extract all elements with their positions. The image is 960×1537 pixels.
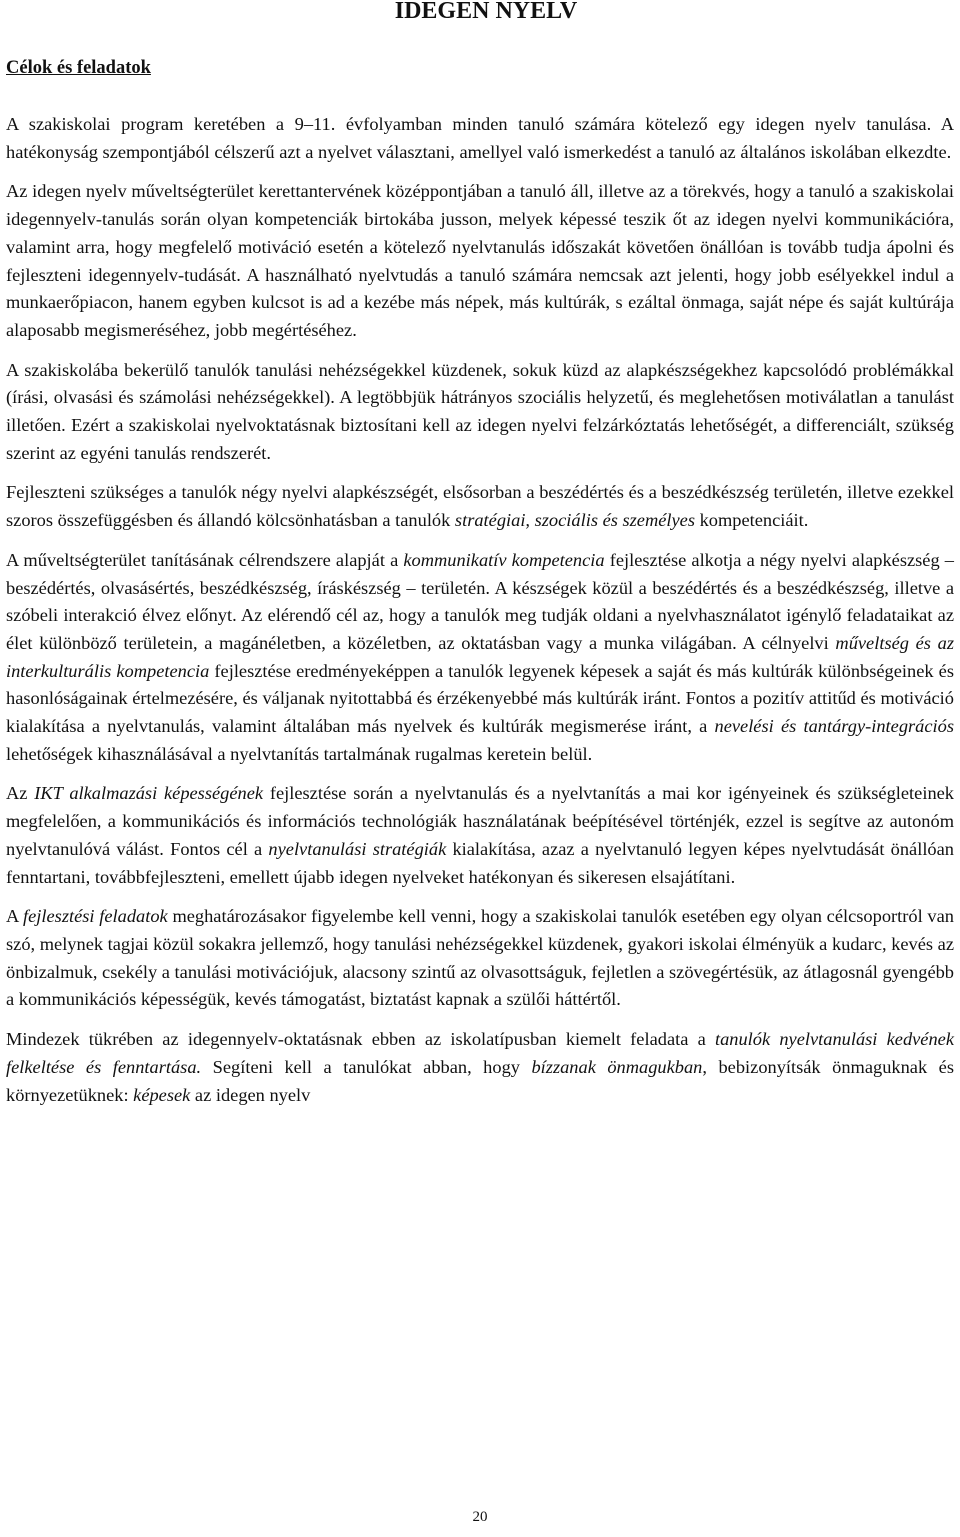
italic-text-run: fejlesztési feladatok — [23, 906, 168, 927]
italic-text-run: stratégiai, szociális és személyes — [454, 510, 695, 531]
body-paragraph — [6, 357, 954, 468]
body-paragraph — [6, 111, 954, 166]
section-heading: Célok és feladatok — [6, 58, 151, 78]
text-run: fejlesztése során a nyelvtanulás és a nyelvtanítás a mai kor igényeinek és szükségleteinek megfelelően, a kommunikációs és információs technológiák használatának beépítésével történjék, ezzel is segítve az autonóm nyelvtanulóvá válást. Fontos cél a — [6, 783, 954, 859]
text-run: A szakiskolai program keretében a 9–11. évfolyamban minden tanuló számára kötelező egy idegen nyelv tanulása. A hatékonyság szempontjából célszerű azt a nyelvet választani, amellyel való ismerkedést a tanuló az általános iskolában elkezdte. — [6, 114, 954, 162]
italic-text-run: nevelési és tantárgy-integrációs — [714, 716, 954, 737]
text-run: Az idegen nyelv műveltségterület kerettantervének középpontjában a tanuló áll, illetve az a törekvés, hogy a tanuló a szakiskolai idegennyelv-tanulás során olyan kompetenciák birtokába jusson, melyek képessé teszik őt az idegen nyelvi kommunikációra, valamint arra, hogy megfelelő motiváció esetén a kötelező nyelvtanulás időszakát követően önállóan is tovább tudja ápolni és fejleszteni idegennyelv-tudását. A használható nyelvtudás a tanuló számára nemcsak azt jelenti, hogy jobb esélyekkel indul a munkaerőpiacon, hanem egyben kulcsot is ad a kezébe más népek, más kultúrák, s ezáltal önmaga, saját népe és saját kultúrája alaposabb megismeréséhez, jobb megértéséhez. — [6, 181, 954, 340]
document-title: IDEGEN NYELV — [394, 0, 578, 24]
text-run: az idegen nyelv — [190, 1084, 311, 1105]
body-paragraph — [6, 903, 954, 1014]
text-run: fejlesztése eredményeképpen a tanulók legyenek képesek a saját és más kultúrák különbségeinek és hasonlóságainak értelmezésére, és váljanak nyitottabbá és érzékenyebbé más kultúrák iránt. Fontos a pozitív attitűd és motiváció kialakítása a nyelvtanulás, valamint általában más nyelvek és kultúrák megismerése iránt, a — [6, 660, 954, 737]
body-paragraph — [6, 780, 954, 891]
text-run: fejlesztése alkotja a négy nyelvi alapkészség – beszédértés, olvasásértés, beszédkészség, íráskészség – területén. A készségek közül a beszédértés és a beszédkészség, illetve a szóbeli interakció élvez előnyt. Az elérendő cél az, hogy a tanulók meg tudják oldani a nyelvhasználatot igénylő feladataikat az élet különböző területein, a magánéletben, a közéletben, az oktatásban vagy a munka világában. A célnyelvi — [6, 549, 954, 653]
italic-text-run: nyelvtanulási stratégiák — [268, 838, 447, 859]
text-run: A szakiskolába bekerülő tanulók tanulási nehézségekkel küzdenek, sokuk küzd az alapkészségekhez kapcsolódó problémákkal (írási, olvasási és számolási nehézségekkel). A legtöbbjük hátrányos szociális helyzetű, és meglehetősen motiválatlan a tanulást illetően. Ezért a szakiskolai nyelvoktatásnak biztosítani kell az idegen nyelvi felzárkóztatás lehetőségét, a differenciált, szükség szerint az egyéni tanulás rendszerét. — [6, 359, 954, 463]
body-paragraph — [6, 178, 954, 344]
body-paragraph — [6, 479, 954, 534]
text-run: Segíteni kell a tanulókat abban, hogy — [201, 1056, 532, 1077]
text-run: Mindezek tükrében az idegennyelv-oktatásnak ebben az iskolatípusban kiemelt feladata a — [6, 1029, 715, 1050]
italic-text-run: képesek — [133, 1084, 191, 1105]
document-body — [6, 111, 954, 1121]
italic-text-run: IKT alkalmazási képességének — [34, 783, 264, 804]
text-run: kompetenciáit. — [695, 510, 809, 531]
italic-text-run: kommunikatív kompetencia — [403, 549, 605, 570]
body-paragraph — [6, 1026, 954, 1109]
italic-text-run: tanulók nyelvtanulási kedvének felkeltése és fenntartása. — [6, 1029, 954, 1077]
text-run: Fejleszteni szükséges a tanulók négy nyelvi alapkészségét, elsősorban a beszédértés és a beszédkészség területén, illetve ezekkel szoros összefüggésben és állandó kölcsönhatásban a tanulók — [6, 482, 954, 531]
text-run: kialakítása, azaz a nyelvtanuló legyen képes nyelvtudását önállóan fenntartani, továbbfejleszteni, emellett újabb idegen nyelveket hatékonyan és sikeresen elsajátítani. — [6, 838, 954, 887]
text-run: , bebizonyítsák önmaguknak és környezetüknek: — [6, 1056, 954, 1105]
text-run: A műveltségterület tanításának célrendszere alapját a — [6, 549, 404, 570]
italic-text-run: műveltség és az interkulturális kompetencia — [6, 632, 954, 681]
body-paragraph — [6, 547, 954, 769]
text-run: meghatározásakor figyelembe kell venni, hogy a szakiskolai tanulók esetében egy olyan célcsoportról van szó, melynek tagjai közül sokakra jellemző, hogy tanulási nehézségekkel küzdenek, gyakori iskolai élményük a kudarc, kevés az önbizalmuk, csekély a tanulási motivációjuk, alacsony szintű az olvasottságuk, fejletlen a szövegértésük, az átlagosnál gyengébb a kommunikációs képességük, kevés támogatást, biztatást kapnak a szülői háttértől. — [6, 906, 954, 1010]
document-page — [6, 0, 954, 1537]
italic-text-run: bízzanak önmagukban — [531, 1056, 703, 1077]
page-number: 20 — [472, 1509, 488, 1525]
text-run: lehetőségek kihasználásával a nyelvtanítás tartalmának rugalmas keretein belül. — [6, 743, 593, 764]
text-run: A — [6, 906, 24, 927]
text-run: Az — [6, 783, 35, 804]
